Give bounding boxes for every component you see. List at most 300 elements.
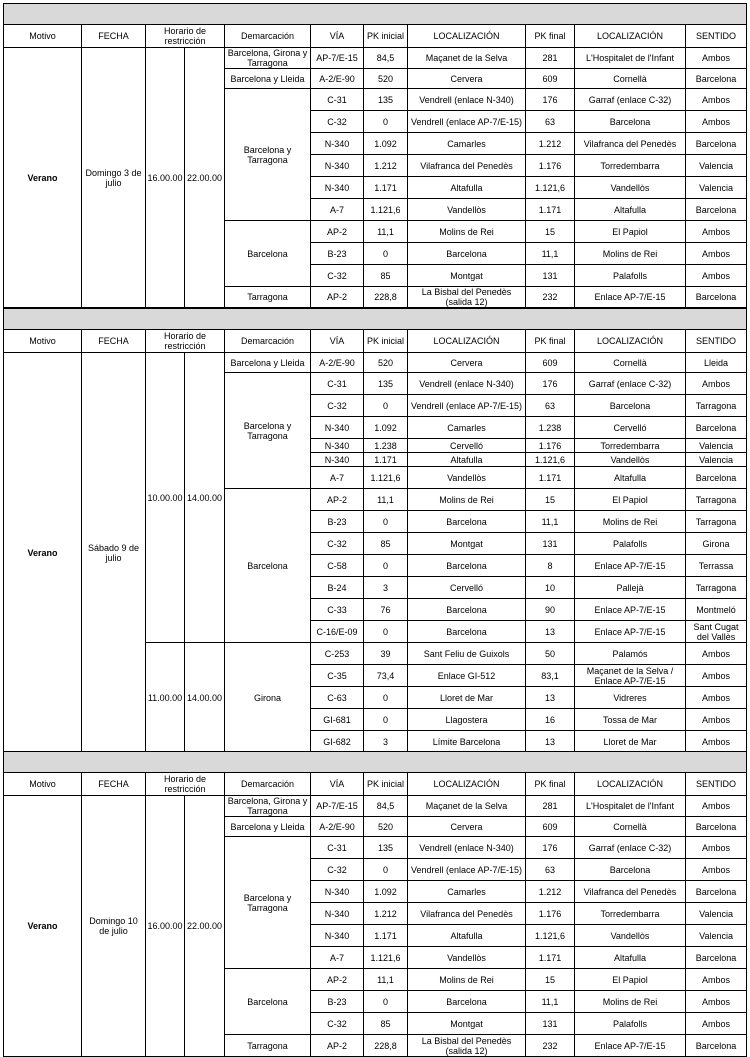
- pk-final-cell: 281: [526, 796, 575, 817]
- localizacion-inicio-cell: Lloret de Mar: [408, 687, 526, 709]
- sentido-cell: Valencia: [686, 903, 747, 925]
- header-pk-final: PK final: [526, 25, 575, 48]
- pk-final-cell: 1.176: [526, 903, 575, 925]
- via-cell: C-32: [311, 395, 364, 417]
- pk-inicial-cell: 520: [364, 353, 408, 373]
- pk-inicial-cell: 0: [364, 243, 408, 265]
- via-cell: N-340: [311, 903, 364, 925]
- localizacion-inicio-cell: Barcelona: [408, 243, 526, 265]
- column-header-row: [4, 330, 747, 353]
- via-cell: C-63: [311, 687, 364, 709]
- header-sentido: SENTIDO: [686, 25, 747, 48]
- sentido-cell: Valencia: [686, 177, 747, 199]
- pk-inicial-cell: 0: [364, 111, 408, 133]
- pk-inicial-cell: 0: [364, 555, 408, 577]
- pk-final-cell: 281: [526, 48, 575, 69]
- sentido-cell: Ambos: [686, 731, 747, 753]
- pk-final-cell: 15: [526, 969, 575, 991]
- pk-inicial-cell: 520: [364, 817, 408, 837]
- via-cell: AP-2: [311, 1035, 364, 1057]
- pk-inicial-cell: 0: [364, 687, 408, 709]
- header-pk-final: PK final: [526, 773, 575, 796]
- pk-inicial-cell: 1.171: [364, 453, 408, 467]
- pk-inicial-cell: 84,5: [364, 796, 408, 817]
- pk-final-cell: 15: [526, 489, 575, 511]
- pk-inicial-cell: 0: [364, 395, 408, 417]
- sentido-cell: Valencia: [686, 453, 747, 467]
- pk-final-cell: 1.238: [526, 417, 575, 439]
- via-cell: AP-7/E-15: [311, 48, 364, 69]
- via-cell: N-340: [311, 177, 364, 199]
- pk-inicial-cell: 1.092: [364, 417, 408, 439]
- demarcacion-cell: Barcelona y Tarragona: [225, 837, 311, 969]
- localizacion-fin-cell: Tossa de Mar: [575, 709, 686, 731]
- localizacion-fin-cell: Maçanet de la Selva / Enlace AP-7/E-15: [575, 665, 686, 687]
- via-cell: C-35: [311, 665, 364, 687]
- via-cell: A-2/E-90: [311, 69, 364, 89]
- pk-final-cell: 609: [526, 353, 575, 373]
- pk-inicial-cell: 1.212: [364, 903, 408, 925]
- pk-final-cell: 11,1: [526, 511, 575, 533]
- localizacion-inicio-cell: Cervelló: [408, 577, 526, 599]
- pk-inicial-cell: 1.092: [364, 881, 408, 903]
- demarcacion-cell: Tarragona: [225, 1035, 311, 1057]
- restriction-table-domingo-3-julio: [3, 3, 747, 308]
- via-cell: GI-681: [311, 709, 364, 731]
- via-cell: A-7: [311, 199, 364, 221]
- pk-final-cell: 13: [526, 731, 575, 753]
- localizacion-inicio-cell: Vendrell (enlace AP-7/E-15): [408, 111, 526, 133]
- demarcacion-cell: Barcelona y Lleida: [225, 817, 311, 837]
- localizacion-inicio-cell: Camarles: [408, 417, 526, 439]
- header-sentido: SENTIDO: [686, 330, 747, 353]
- pk-inicial-cell: 73,4: [364, 665, 408, 687]
- pk-final-cell: 16: [526, 709, 575, 731]
- pk-inicial-cell: 85: [364, 265, 408, 287]
- localizacion-inicio-cell: Maçanet de la Selva: [408, 796, 526, 817]
- via-cell: AP-7/E-15: [311, 796, 364, 817]
- localizacion-inicio-cell: Molins de Rei: [408, 489, 526, 511]
- localizacion-inicio-cell: La Bisbal del Penedès (salida 12): [408, 1035, 526, 1057]
- localizacion-inicio-cell: Llagostera: [408, 709, 526, 731]
- localizacion-inicio-cell: Camarles: [408, 881, 526, 903]
- pk-inicial-cell: 3: [364, 577, 408, 599]
- via-cell: N-340: [311, 439, 364, 453]
- pk-inicial-cell: 39: [364, 643, 408, 665]
- sentido-cell: Ambos: [686, 243, 747, 265]
- section-band-cell: [4, 752, 747, 773]
- pk-final-cell: 13: [526, 687, 575, 709]
- sentido-cell: Tarragona: [686, 395, 747, 417]
- localizacion-inicio-cell: Molins de Rei: [408, 969, 526, 991]
- header-demarcacion: Demarcación: [225, 25, 311, 48]
- localizacion-inicio-cell: Altafulla: [408, 453, 526, 467]
- header-pk-inicial: PK inicial: [364, 330, 408, 353]
- pk-inicial-cell: 1.121,6: [364, 467, 408, 489]
- localizacion-fin-cell: Cornellà: [575, 69, 686, 89]
- pk-final-cell: 11,1: [526, 243, 575, 265]
- pk-final-cell: 1.121,6: [526, 925, 575, 947]
- via-cell: B-23: [311, 243, 364, 265]
- pk-inicial-cell: 135: [364, 837, 408, 859]
- demarcacion-cell: Barcelona: [225, 221, 311, 287]
- localizacion-fin-cell: Enlace AP-7/E-15: [575, 599, 686, 621]
- localizacion-fin-cell: Molins de Rei: [575, 991, 686, 1013]
- header-localizacion-inicio: LOCALIZACIÓN: [408, 25, 526, 48]
- via-cell: AP-2: [311, 221, 364, 243]
- sentido-cell: Tarragona: [686, 489, 747, 511]
- demarcacion-cell: Barcelona y Lleida: [225, 69, 311, 89]
- sentido-cell: Ambos: [686, 1013, 747, 1035]
- localizacion-inicio-cell: La Bisbal del Penedès (salida 12): [408, 287, 526, 308]
- localizacion-fin-cell: Palamós: [575, 643, 686, 665]
- restriction-table-domingo-10-julio: [3, 751, 747, 1057]
- sentido-cell: Valencia: [686, 155, 747, 177]
- via-cell: B-24: [311, 577, 364, 599]
- pk-final-cell: 131: [526, 1013, 575, 1035]
- pk-final-cell: 176: [526, 837, 575, 859]
- sentido-cell: Ambos: [686, 89, 747, 111]
- pk-inicial-cell: 1.171: [364, 177, 408, 199]
- localizacion-inicio-cell: Sant Feliu de Guixols: [408, 643, 526, 665]
- pk-inicial-cell: 135: [364, 89, 408, 111]
- sentido-cell: Terrassa: [686, 555, 747, 577]
- fecha-cell: Sábado 9 de julio: [82, 353, 146, 753]
- localizacion-inicio-cell: Vandellòs: [408, 199, 526, 221]
- via-cell: N-340: [311, 155, 364, 177]
- localizacion-fin-cell: Vilafranca del Penedès: [575, 133, 686, 155]
- header-localizacion-inicio: LOCALIZACIÓN: [408, 773, 526, 796]
- pk-final-cell: 232: [526, 1035, 575, 1057]
- pk-inicial-cell: 0: [364, 621, 408, 643]
- localizacion-inicio-cell: Molins de Rei: [408, 221, 526, 243]
- pk-inicial-cell: 84,5: [364, 48, 408, 69]
- pk-inicial-cell: 520: [364, 69, 408, 89]
- sentido-cell: Barcelona: [686, 817, 747, 837]
- localizacion-fin-cell: Barcelona: [575, 111, 686, 133]
- localizacion-fin-cell: Altafulla: [575, 199, 686, 221]
- localizacion-fin-cell: Torredembarra: [575, 903, 686, 925]
- section-band: [4, 752, 747, 773]
- localizacion-inicio-cell: Cervera: [408, 817, 526, 837]
- section-band: [4, 4, 747, 25]
- localizacion-inicio-cell: Montgat: [408, 533, 526, 555]
- localizacion-inicio-cell: Cervelló: [408, 439, 526, 453]
- via-cell: N-340: [311, 133, 364, 155]
- pk-final-cell: 83,1: [526, 665, 575, 687]
- via-cell: C-31: [311, 837, 364, 859]
- table-row: [4, 796, 747, 817]
- pk-final-cell: 131: [526, 265, 575, 287]
- pk-final-cell: 131: [526, 533, 575, 555]
- sentido-cell: Barcelona: [686, 881, 747, 903]
- horario-fin-cell: 14.00.00: [185, 353, 225, 643]
- header-horario: Horario de restricción: [146, 330, 225, 353]
- sentido-cell: Tarragona: [686, 511, 747, 533]
- localizacion-fin-cell: Molins de Rei: [575, 511, 686, 533]
- localizacion-inicio-cell: Altafulla: [408, 177, 526, 199]
- pk-final-cell: 232: [526, 287, 575, 308]
- localizacion-inicio-cell: Vendrell (enlace N-340): [408, 837, 526, 859]
- header-pk-inicial: PK inicial: [364, 25, 408, 48]
- sentido-cell: Ambos: [686, 859, 747, 881]
- localizacion-fin-cell: Garraf (enlace C-32): [575, 373, 686, 395]
- sentido-cell: Ambos: [686, 373, 747, 395]
- localizacion-fin-cell: Garraf (enlace C-32): [575, 837, 686, 859]
- localizacion-inicio-cell: Vendrell (enlace AP-7/E-15): [408, 395, 526, 417]
- via-cell: AP-2: [311, 969, 364, 991]
- localizacion-fin-cell: Altafulla: [575, 467, 686, 489]
- localizacion-inicio-cell: Vendrell (enlace N-340): [408, 89, 526, 111]
- motivo-cell: Verano: [4, 796, 82, 1057]
- localizacion-fin-cell: L'Hospitalet de l'Infant: [575, 48, 686, 69]
- header-sentido: SENTIDO: [686, 773, 747, 796]
- pk-final-cell: 13: [526, 621, 575, 643]
- header-localizacion-fin: LOCALIZACIÓN: [575, 25, 686, 48]
- pk-inicial-cell: 0: [364, 709, 408, 731]
- localizacion-inicio-cell: Maçanet de la Selva: [408, 48, 526, 69]
- fecha-cell: Domingo 10 de julio: [82, 796, 146, 1057]
- sentido-cell: Barcelona: [686, 1035, 747, 1057]
- sentido-cell: Barcelona: [686, 947, 747, 969]
- localizacion-inicio-cell: Vandellòs: [408, 947, 526, 969]
- localizacion-inicio-cell: Barcelona: [408, 599, 526, 621]
- localizacion-fin-cell: Vandellòs: [575, 453, 686, 467]
- motivo-cell: Verano: [4, 48, 82, 308]
- header-pk-final: PK final: [526, 330, 575, 353]
- localizacion-inicio-cell: Montgat: [408, 1013, 526, 1035]
- pk-inicial-cell: 228,8: [364, 1035, 408, 1057]
- header-via: VÍA: [311, 773, 364, 796]
- pk-final-cell: 1.212: [526, 133, 575, 155]
- via-cell: A-7: [311, 467, 364, 489]
- pk-inicial-cell: 228,8: [364, 287, 408, 308]
- via-cell: C-31: [311, 89, 364, 111]
- column-header-row: [4, 773, 747, 796]
- localizacion-inicio-cell: Barcelona: [408, 555, 526, 577]
- localizacion-fin-cell: Molins de Rei: [575, 243, 686, 265]
- pk-inicial-cell: 1.121,6: [364, 199, 408, 221]
- horario-fin-cell: 14.00.00: [185, 643, 225, 753]
- via-cell: C-58: [311, 555, 364, 577]
- localizacion-fin-cell: Palafolls: [575, 1013, 686, 1035]
- localizacion-inicio-cell: Enlace GI-512: [408, 665, 526, 687]
- header-localizacion-fin: LOCALIZACIÓN: [575, 773, 686, 796]
- localizacion-inicio-cell: Barcelona: [408, 511, 526, 533]
- sentido-cell: Ambos: [686, 265, 747, 287]
- sentido-cell: Ambos: [686, 665, 747, 687]
- pk-inicial-cell: 3: [364, 731, 408, 753]
- sentido-cell: Ambos: [686, 111, 747, 133]
- table-row: [4, 353, 747, 373]
- demarcacion-cell: Barcelona: [225, 489, 311, 643]
- via-cell: A-7: [311, 947, 364, 969]
- pk-inicial-cell: 11,1: [364, 969, 408, 991]
- sentido-cell: Ambos: [686, 48, 747, 69]
- horario-inicio-cell: 10.00.00: [146, 353, 185, 643]
- horario-fin-cell: 22.00.00: [185, 48, 225, 308]
- pk-inicial-cell: 0: [364, 859, 408, 881]
- localizacion-fin-cell: Cervelló: [575, 417, 686, 439]
- pk-final-cell: 1.121,6: [526, 177, 575, 199]
- section-band-cell: [4, 4, 747, 25]
- pk-final-cell: 1.121,6: [526, 453, 575, 467]
- header-localizacion-inicio: LOCALIZACIÓN: [408, 330, 526, 353]
- sentido-cell: Valencia: [686, 925, 747, 947]
- header-motivo: Motivo: [4, 25, 82, 48]
- sentido-cell: Ambos: [686, 969, 747, 991]
- column-header-row: [4, 25, 747, 48]
- header-via: VÍA: [311, 330, 364, 353]
- pk-inicial-cell: 11,1: [364, 489, 408, 511]
- horario-inicio-cell: 16.00.00: [146, 48, 185, 308]
- pk-final-cell: 63: [526, 859, 575, 881]
- localizacion-inicio-cell: Altafulla: [408, 925, 526, 947]
- demarcacion-cell: Barcelona y Lleida: [225, 353, 311, 373]
- sentido-cell: Ambos: [686, 796, 747, 817]
- sentido-cell: Barcelona: [686, 69, 747, 89]
- header-motivo: Motivo: [4, 330, 82, 353]
- header-via: VÍA: [311, 25, 364, 48]
- localizacion-inicio-cell: Montgat: [408, 265, 526, 287]
- sentido-cell: Tarragona: [686, 577, 747, 599]
- pk-inicial-cell: 85: [364, 533, 408, 555]
- demarcacion-cell: Barcelona, Girona y Tarragona: [225, 796, 311, 817]
- via-cell: A-2/E-90: [311, 353, 364, 373]
- via-cell: B-23: [311, 991, 364, 1013]
- localizacion-inicio-cell: Vendrell (enlace N-340): [408, 373, 526, 395]
- sentido-cell: Montmeló: [686, 599, 747, 621]
- localizacion-fin-cell: Torredembarra: [575, 439, 686, 453]
- pk-inicial-cell: 11,1: [364, 221, 408, 243]
- pk-final-cell: 176: [526, 373, 575, 395]
- sentido-cell: Ambos: [686, 709, 747, 731]
- sentido-cell: Barcelona: [686, 467, 747, 489]
- sentido-cell: Barcelona: [686, 287, 747, 308]
- pk-final-cell: 15: [526, 221, 575, 243]
- pk-inicial-cell: 1.212: [364, 155, 408, 177]
- via-cell: C-16/E-09: [311, 621, 364, 643]
- horario-inicio-cell: 11.00.00: [146, 643, 185, 753]
- localizacion-fin-cell: Palafolls: [575, 265, 686, 287]
- via-cell: C-33: [311, 599, 364, 621]
- horario-fin-cell: 22.00.00: [185, 796, 225, 1057]
- localizacion-inicio-cell: Cervera: [408, 353, 526, 373]
- header-fecha: FECHA: [82, 25, 146, 48]
- localizacion-fin-cell: Vidreres: [575, 687, 686, 709]
- localizacion-inicio-cell: Vilafranca del Penedès: [408, 155, 526, 177]
- header-demarcacion: Demarcación: [225, 773, 311, 796]
- via-cell: N-340: [311, 881, 364, 903]
- localizacion-fin-cell: Torredembarra: [575, 155, 686, 177]
- localizacion-inicio-cell: Barcelona: [408, 991, 526, 1013]
- via-cell: AP-2: [311, 489, 364, 511]
- header-pk-inicial: PK inicial: [364, 773, 408, 796]
- localizacion-inicio-cell: Límite Barcelona: [408, 731, 526, 753]
- sentido-cell: Ambos: [686, 687, 747, 709]
- pk-inicial-cell: 1.121,6: [364, 947, 408, 969]
- pk-final-cell: 176: [526, 89, 575, 111]
- motivo-cell: Verano: [4, 353, 82, 753]
- localizacion-inicio-cell: Cervera: [408, 69, 526, 89]
- via-cell: C-253: [311, 643, 364, 665]
- header-fecha: FECHA: [82, 330, 146, 353]
- sentido-cell: Girona: [686, 533, 747, 555]
- header-fecha: FECHA: [82, 773, 146, 796]
- demarcacion-cell: Tarragona: [225, 287, 311, 308]
- pk-inicial-cell: 0: [364, 991, 408, 1013]
- pk-final-cell: 1.171: [526, 947, 575, 969]
- localizacion-fin-cell: L'Hospitalet de l'Infant: [575, 796, 686, 817]
- localizacion-fin-cell: Garraf (enlace C-32): [575, 89, 686, 111]
- pk-inicial-cell: 1.092: [364, 133, 408, 155]
- pk-final-cell: 1.171: [526, 467, 575, 489]
- fecha-cell: Domingo 3 de julio: [82, 48, 146, 308]
- via-cell: C-32: [311, 111, 364, 133]
- pk-final-cell: 63: [526, 111, 575, 133]
- sentido-cell: Barcelona: [686, 133, 747, 155]
- pk-final-cell: 90: [526, 599, 575, 621]
- header-demarcacion: Demarcación: [225, 330, 311, 353]
- demarcacion-cell: Barcelona: [225, 969, 311, 1035]
- localizacion-fin-cell: Vandellòs: [575, 925, 686, 947]
- via-cell: C-31: [311, 373, 364, 395]
- sentido-cell: Sant Cugat del Vallès: [686, 621, 747, 643]
- header-horario: Horario de restricción: [146, 773, 225, 796]
- pk-final-cell: 63: [526, 395, 575, 417]
- pk-inicial-cell: 85: [364, 1013, 408, 1035]
- pk-final-cell: 1.176: [526, 155, 575, 177]
- localizacion-inicio-cell: Vilafranca del Penedès: [408, 903, 526, 925]
- pk-final-cell: 50: [526, 643, 575, 665]
- localizacion-fin-cell: Altafulla: [575, 947, 686, 969]
- via-cell: GI-682: [311, 731, 364, 753]
- localizacion-fin-cell: Vilafranca del Penedès: [575, 881, 686, 903]
- localizacion-fin-cell: Enlace AP-7/E-15: [575, 287, 686, 308]
- sentido-cell: Lleida: [686, 353, 747, 373]
- via-cell: C-32: [311, 859, 364, 881]
- via-cell: B-23: [311, 511, 364, 533]
- via-cell: C-32: [311, 1013, 364, 1035]
- header-motivo: Motivo: [4, 773, 82, 796]
- pk-inicial-cell: 0: [364, 511, 408, 533]
- pk-final-cell: 1.171: [526, 199, 575, 221]
- localizacion-inicio-cell: Camarles: [408, 133, 526, 155]
- pk-inicial-cell: 1.238: [364, 439, 408, 453]
- localizacion-fin-cell: Cornellà: [575, 353, 686, 373]
- via-cell: C-32: [311, 265, 364, 287]
- table-row: [4, 48, 747, 69]
- pk-inicial-cell: 76: [364, 599, 408, 621]
- header-localizacion-fin: LOCALIZACIÓN: [575, 330, 686, 353]
- pk-final-cell: 1.212: [526, 881, 575, 903]
- sentido-cell: Ambos: [686, 991, 747, 1013]
- via-cell: N-340: [311, 417, 364, 439]
- localizacion-inicio-cell: Vendrell (enlace AP-7/E-15): [408, 859, 526, 881]
- pk-final-cell: 609: [526, 817, 575, 837]
- via-cell: AP-2: [311, 287, 364, 308]
- pk-inicial-cell: 135: [364, 373, 408, 395]
- localizacion-fin-cell: El Papiol: [575, 221, 686, 243]
- sentido-cell: Barcelona: [686, 199, 747, 221]
- pk-final-cell: 609: [526, 69, 575, 89]
- demarcacion-cell: Barcelona, Girona y Tarragona: [225, 48, 311, 69]
- localizacion-fin-cell: Vandellòs: [575, 177, 686, 199]
- localizacion-fin-cell: Palafolls: [575, 533, 686, 555]
- demarcacion-cell: Barcelona y Tarragona: [225, 89, 311, 221]
- sentido-cell: Ambos: [686, 643, 747, 665]
- via-cell: C-32: [311, 533, 364, 555]
